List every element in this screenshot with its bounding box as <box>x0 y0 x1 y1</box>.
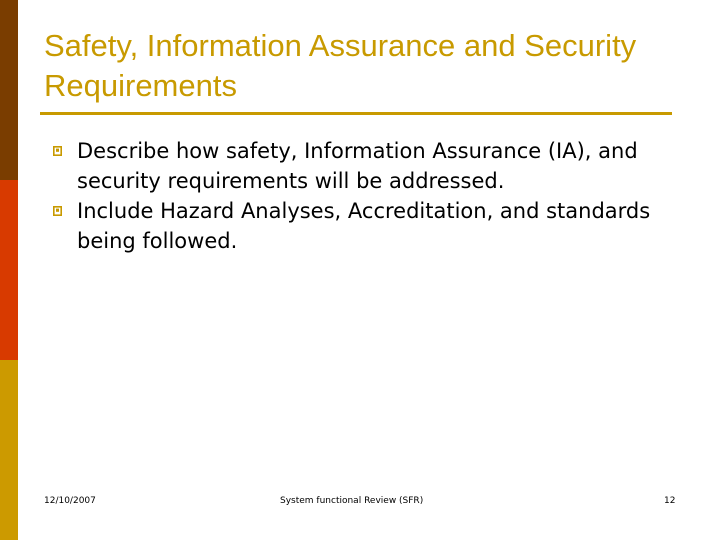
slide-title: Safety, Information Assurance and Security Requirements <box>44 28 637 103</box>
page-number: 12 <box>664 496 676 506</box>
bullet-text: Describe how safety, Information Assurance (IA), and security requirements will be addressed. <box>77 139 638 193</box>
bullet-item <box>48 196 678 256</box>
bullet-text: Include Hazard Analyses, Accreditation, and standards being followed. <box>77 199 651 253</box>
side-stripe-bottom <box>0 360 18 540</box>
square-bullet-icon <box>53 206 62 216</box>
side-stripe-top <box>0 0 18 180</box>
title-underline <box>40 112 672 115</box>
side-stripe-middle <box>0 180 18 360</box>
footer-date: 12/10/2007 <box>44 496 96 506</box>
bullet-item <box>48 136 678 196</box>
square-bullet-icon <box>53 146 62 156</box>
footer-title: System functional Review (SFR) <box>280 496 424 506</box>
bullet-list <box>48 136 678 256</box>
